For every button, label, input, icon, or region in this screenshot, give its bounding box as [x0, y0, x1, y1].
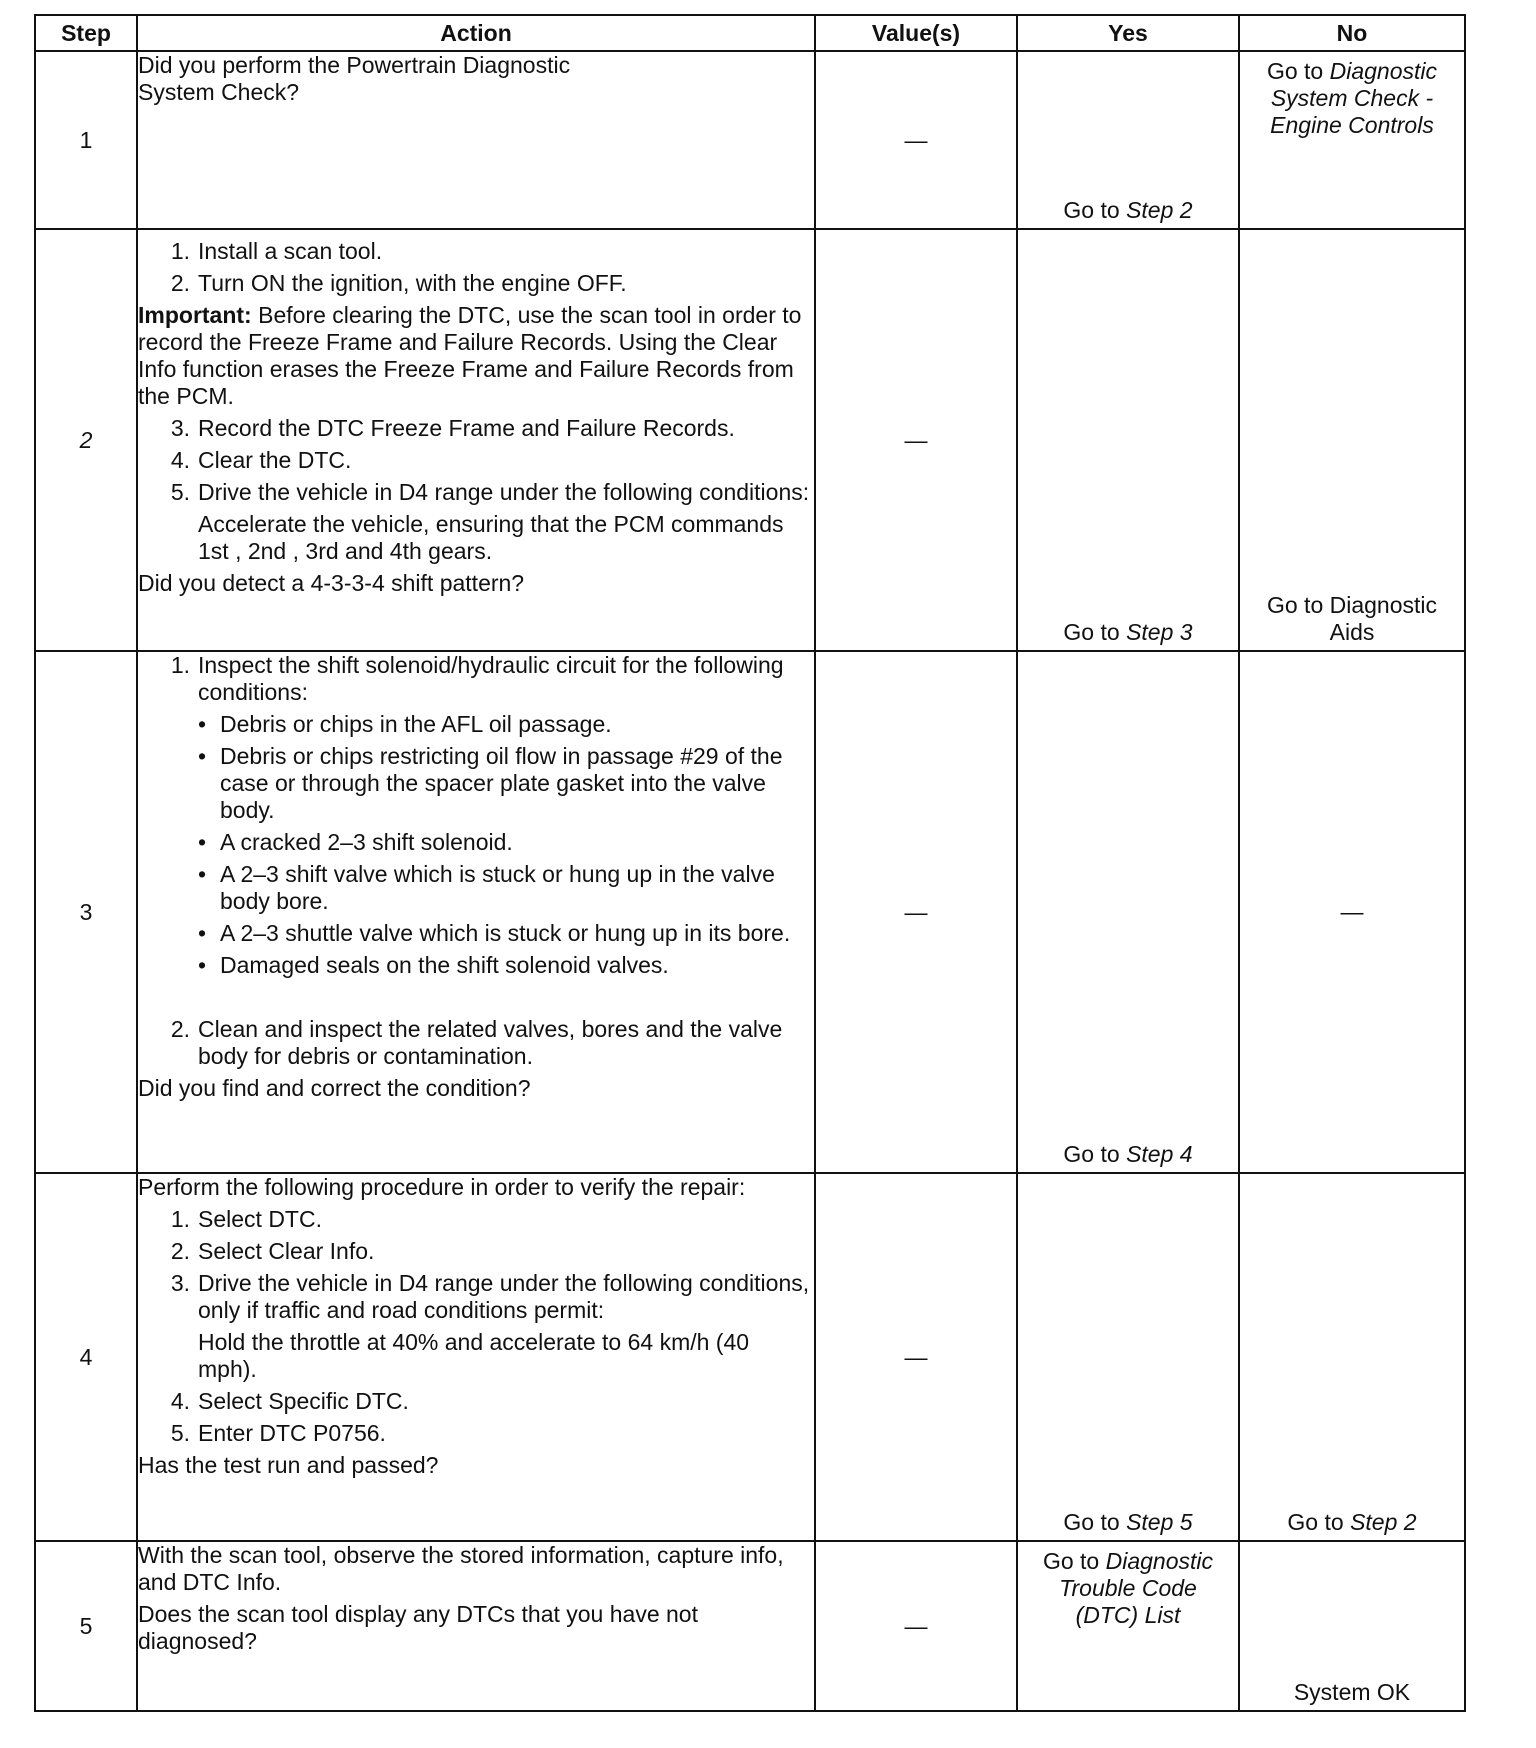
table-row-step-4 — [35, 1173, 1465, 1541]
step-number: 4 — [35, 1173, 137, 1541]
step-number: 3 — [35, 651, 137, 1173]
step-number: 1 — [35, 51, 137, 229]
bullet-item: • Debris or chips in the AFL oil passage. — [198, 711, 612, 737]
no-cell — [1239, 229, 1465, 651]
value-cell: — — [815, 1541, 1017, 1711]
table-row-step-2 — [35, 229, 1465, 651]
header-step: Step — [35, 15, 137, 51]
table-row-step-1 — [35, 51, 1465, 229]
question-text: Has the test run and passed? — [138, 1452, 439, 1478]
important-note: Important: Before clearing the DTC, use the scan tool in order to record the Freeze Frame and Failure Records. Using the Clear Info function erases the Freeze Frame and Failure Records from the PCM. — [138, 302, 802, 409]
table-row-step-5 — [35, 1541, 1465, 1711]
list-item: 2. Select Clear Info. — [170, 1238, 375, 1264]
yes-goto[interactable]: Go to Step 2 — [1063, 197, 1193, 223]
list-item: 2. Clean and inspect the related valves, bores and the valve body for debris or contamination. — [170, 1016, 783, 1069]
list-item: 4. Clear the DTC. — [170, 447, 352, 473]
list-item: 2. Turn ON the ignition, with the engine OFF. — [170, 270, 627, 296]
yes-goto[interactable]: Go to Step 5 — [1063, 1509, 1193, 1535]
table-row-step-3 — [35, 651, 1465, 1173]
yes-goto[interactable]: Go to Diagnostic Trouble Code (DTC) List — [1042, 1548, 1214, 1628]
action-text: With the scan tool, observe the stored information, capture info, and DTC Info. — [138, 1542, 784, 1595]
list-item: 1. Install a scan tool. — [170, 238, 383, 264]
yes-cell — [1017, 1173, 1239, 1541]
yes-cell — [1017, 51, 1239, 229]
bullet-item: • A 2–3 shift valve which is stuck or hung up in the valve body bore. — [198, 861, 775, 914]
no-goto[interactable]: Go to Diagnostic System Check - Engine Controls — [1266, 58, 1438, 138]
bullet-item: • A 2–3 shuttle valve which is stuck or hung up in its bore. — [198, 920, 791, 946]
no-goto[interactable]: Go to Step 2 — [1287, 1509, 1417, 1535]
action-cell — [137, 229, 815, 651]
bullet-item: • Damaged seals on the shift solenoid valves. — [198, 952, 669, 978]
list-item: 3. Drive the vehicle in D4 range under the following conditions, only if traffic and road conditions permit: — [170, 1270, 810, 1323]
header-action: Action — [137, 15, 815, 51]
list-item: 5. Enter DTC P0756. — [170, 1420, 386, 1446]
header-no: No — [1239, 15, 1465, 51]
no-cell — [1239, 51, 1465, 229]
list-item: 1. Select DTC. — [170, 1206, 322, 1232]
list-subtext: Hold the throttle at 40% and accelerate to 64 km/h (40 mph). — [198, 1329, 750, 1382]
action-cell — [137, 651, 815, 1173]
step-number: 5 — [35, 1541, 137, 1711]
no-cell — [1239, 651, 1465, 1173]
action-cell — [137, 51, 815, 229]
no-goto[interactable]: System OK — [1293, 1679, 1411, 1705]
action-cell — [137, 1541, 815, 1711]
no-cell — [1239, 1541, 1465, 1711]
yes-cell — [1017, 229, 1239, 651]
header-yes: Yes — [1017, 15, 1239, 51]
question-text: Did you detect a 4-3-3-4 shift pattern? — [138, 570, 525, 596]
yes-goto[interactable]: Go to Step 4 — [1063, 1141, 1193, 1167]
value-cell: — — [815, 51, 1017, 229]
list-item: 4. Select Specific DTC. — [170, 1388, 409, 1414]
yes-cell — [1017, 1541, 1239, 1711]
bullet-item: • A cracked 2–3 shift solenoid. — [198, 829, 513, 855]
action-text: Did you perform the Powertrain Diagnostic System Check? — [138, 52, 571, 105]
yes-cell — [1017, 651, 1239, 1173]
step-number: 2 — [35, 229, 137, 651]
intro-text: Perform the following procedure in order to verify the repair: — [138, 1174, 746, 1200]
no-value: — — [1340, 898, 1364, 925]
list-item: 3. Record the DTC Freeze Frame and Failure Records. — [170, 415, 735, 441]
value-cell: — — [815, 651, 1017, 1173]
bullet-item: • Debris or chips restricting oil flow in passage #29 of the case or through the spacer plate gasket into the valve body. — [198, 743, 783, 823]
question-text: Does the scan tool display any DTCs that you have not diagnosed? — [138, 1601, 698, 1654]
diagnostic-table — [34, 14, 1466, 1712]
header-row — [35, 15, 1465, 51]
value-cell: — — [815, 1173, 1017, 1541]
no-cell — [1239, 1173, 1465, 1541]
list-item: 1. Inspect the shift solenoid/hydraulic circuit for the following conditions: — [170, 652, 784, 705]
list-item: 5. Drive the vehicle in D4 range under the following conditions: — [170, 479, 810, 505]
value-cell: — — [815, 229, 1017, 651]
question-text: Did you find and correct the condition? — [138, 1075, 531, 1101]
no-goto[interactable]: Go to Diagnostic Aids — [1266, 592, 1438, 645]
action-cell — [137, 1173, 815, 1541]
yes-goto[interactable]: Go to Step 3 — [1063, 619, 1193, 645]
header-values: Value(s) — [815, 15, 1017, 51]
list-subtext: Accelerate the vehicle, ensuring that the PCM commands 1st , 2nd , 3rd and 4th gears. — [198, 511, 784, 564]
